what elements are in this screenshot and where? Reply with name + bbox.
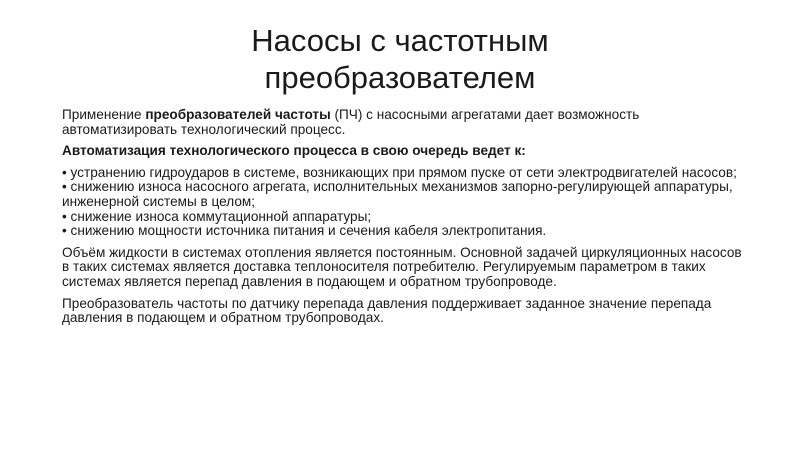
slide-body bbox=[62, 108, 752, 333]
bullet-list bbox=[62, 166, 752, 239]
paragraph-frequency-converter: Преобразователь частоты по датчику перепада давления поддерживает заданное значение перепада давления в подающем и обратном трубопроводах. bbox=[62, 295, 712, 326]
bullet-item: • снижение износа коммутационной аппаратуры; bbox=[62, 208, 372, 224]
intro-bold-term: преобразователей частоты bbox=[145, 107, 331, 122]
paragraph-automation-heading: Автоматизация технологического процесса в свою очередь ведет к: bbox=[62, 143, 526, 159]
title-line-1: Насосы с частотным bbox=[251, 23, 549, 58]
paragraph-intro bbox=[62, 108, 752, 137]
intro-text-end: (ПЧ) с насосными агрегатами дает возможность автоматизировать технологический процесс. bbox=[62, 107, 640, 137]
paragraph-heating-systems: Объём жидкости в системах отопления является постоянным. Основной задачей циркуляционных насосов в таких системах является доставка теплоносителя потребителю. Регулируемым параметром в таких системах является перепад давления в подающем и обратном трубопроводе. bbox=[62, 244, 742, 289]
bullet-item: • устранению гидроударов в системе, возникающих при прямом пуске от сети электродвигателей насосов; bbox=[62, 164, 737, 180]
bullet-item: • снижению мощности источника питания и сечения кабеля электропитания. bbox=[62, 223, 547, 239]
slide-title bbox=[100, 22, 700, 96]
title-line-2: преобразователем bbox=[264, 60, 536, 95]
bullet-item: • снижению износа насосного агрегата, исполнительных механизмов запорно-регулирующей аппаратуры, инженерной системы в целом; bbox=[62, 179, 733, 209]
intro-text-start: Применение bbox=[62, 107, 146, 122]
